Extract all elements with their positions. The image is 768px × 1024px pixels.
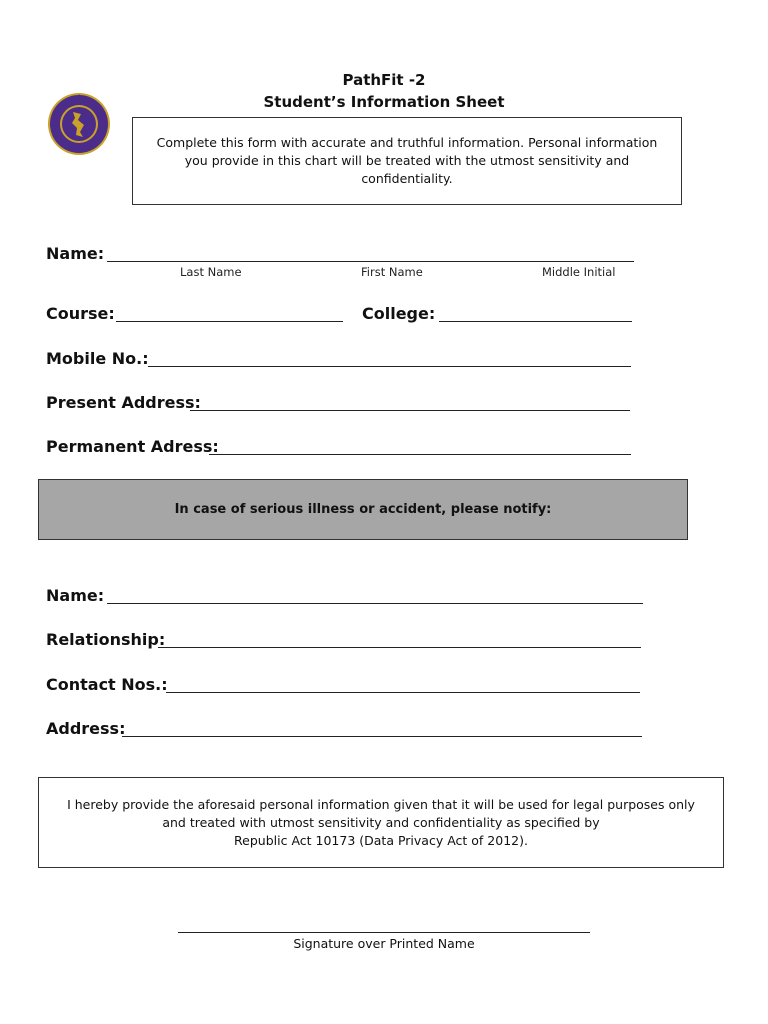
form-title: PathFit -2 bbox=[342, 71, 426, 89]
first-name-caption: First Name bbox=[361, 265, 423, 279]
instructions-line: confidentiality. bbox=[361, 171, 453, 186]
contact-numbers-label: Contact Nos.: bbox=[46, 675, 168, 694]
emergency-name-field[interactable] bbox=[107, 603, 643, 604]
emergency-notice-bar bbox=[38, 479, 688, 540]
emergency-address-label: Address: bbox=[46, 719, 126, 738]
present-address-label: Present Address: bbox=[46, 393, 201, 412]
student-name-label: Name: bbox=[46, 244, 105, 263]
university-seal-icon bbox=[47, 92, 111, 156]
emergency-name-label: Name: bbox=[46, 586, 105, 605]
course-field[interactable] bbox=[116, 321, 343, 322]
emergency-notice-text: In case of serious illness or accident, please notify: bbox=[174, 502, 552, 517]
instructions-box bbox=[132, 117, 682, 205]
consent-line: Republic Act 10173 (Data Privacy Act of 2012). bbox=[234, 832, 528, 848]
course-label: Course: bbox=[46, 304, 115, 323]
mobile-field[interactable] bbox=[148, 366, 631, 367]
relationship-field[interactable] bbox=[158, 647, 641, 648]
instructions-line: Complete this form with accurate and truthful information. Personal information bbox=[156, 135, 658, 150]
middle-initial-caption: Middle Initial bbox=[542, 265, 616, 279]
consent-line: and treated with utmost sensitivity and confidentiality as specified by bbox=[162, 814, 600, 830]
permanent-address-field[interactable] bbox=[209, 454, 631, 455]
present-address-field[interactable] bbox=[190, 410, 630, 411]
relationship-label: Relationship: bbox=[46, 630, 166, 649]
college-field[interactable] bbox=[439, 321, 632, 322]
last-name-caption: Last Name bbox=[180, 265, 242, 279]
mobile-label: Mobile No.: bbox=[46, 349, 149, 368]
student-name-field[interactable] bbox=[107, 261, 634, 262]
signature-caption: Signature over Printed Name bbox=[293, 936, 475, 951]
signature-field[interactable] bbox=[178, 932, 590, 933]
contact-numbers-field[interactable] bbox=[166, 692, 640, 693]
emergency-address-field[interactable] bbox=[122, 736, 642, 737]
college-label: College: bbox=[362, 304, 436, 323]
consent-box bbox=[38, 777, 724, 868]
form-subtitle: Student’s Information Sheet bbox=[263, 93, 505, 111]
instructions-line: you provide in this chart will be treated with the utmost sensitivity and bbox=[184, 153, 630, 168]
permanent-address-label: Permanent Adress: bbox=[46, 437, 219, 456]
consent-line: I hereby provide the aforesaid personal information given that it will be used for legal purposes only bbox=[67, 796, 695, 812]
